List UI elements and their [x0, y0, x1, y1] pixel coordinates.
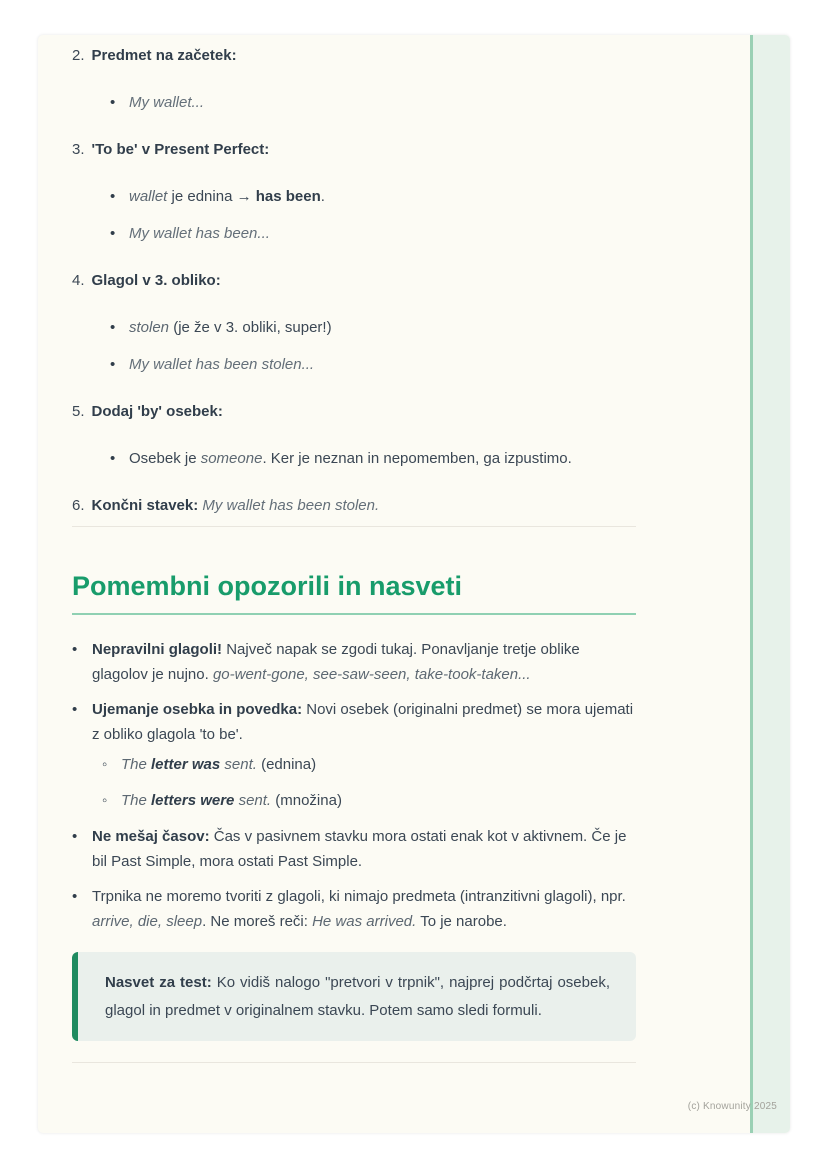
- body-text: . Ne moreš reči:: [202, 913, 313, 930]
- copyright-label: (c) Knowunity 2025: [687, 1101, 777, 1112]
- body-text: .: [320, 188, 325, 205]
- tip-lead: Nasvet za test:: [105, 974, 212, 991]
- step-heading: [72, 43, 636, 68]
- example-text: arrive, die, sleep: [92, 913, 203, 930]
- step-item-5: [72, 399, 636, 471]
- body-text: To je narobe.: [416, 913, 507, 930]
- tip-text: Ko vidiš nalogo "pretvori v trpnik", najprej podčrtaj osebek, glagol in predmet v originalnem stavku. Potem samo sledi formuli.: [105, 974, 610, 1019]
- body-text: Novi osebek (originalni predmet) se mora ujemati z obliko glagola 'to be'.: [92, 701, 634, 743]
- warning-item: [72, 637, 636, 687]
- step-item-6: [72, 493, 636, 518]
- bullet-item: [110, 184, 636, 209]
- page-accent-strip: [750, 35, 790, 1133]
- page-content: [72, 43, 636, 1063]
- warning-lead: Nepravilni glagoli!: [92, 641, 223, 658]
- step-item-3: [72, 137, 636, 246]
- bullet-item: [110, 446, 636, 471]
- warning-item: [72, 697, 636, 813]
- step-number: 6.: [72, 497, 85, 514]
- section-divider: [72, 526, 636, 527]
- section-title: Pomembni opozorili in nasveti: [72, 570, 636, 615]
- step-title: Končni stavek:: [91, 497, 199, 514]
- warning-lead: Ne mešaj časov:: [92, 828, 210, 845]
- step-item-2: [72, 43, 636, 115]
- body-text: Čas v pasivnem stavku mora ostati enak kot v aktivnem. Če je bil Past Simple, mora ostati Past Simple.: [92, 828, 627, 870]
- example-text: The: [121, 792, 152, 809]
- footer-divider: [72, 1062, 636, 1063]
- example-text: My wallet has been stolen.: [198, 497, 380, 514]
- step-title: Predmet na začetek:: [91, 47, 237, 64]
- term-text: wallet: [129, 188, 168, 205]
- example-text: He was arrived.: [312, 913, 417, 930]
- step-heading: [72, 268, 636, 293]
- example-text: sent.: [234, 792, 272, 809]
- example-text: My wallet has been...: [129, 225, 270, 242]
- body-text: Osebek je: [129, 450, 201, 467]
- document-page: [38, 35, 790, 1133]
- sub-bullet-item: [102, 788, 636, 813]
- step-title: Glagol v 3. obliko:: [91, 272, 221, 289]
- step-bullet-list: [110, 446, 636, 471]
- example-text: sent.: [220, 756, 257, 773]
- step-bullet-list: [110, 315, 636, 377]
- warning-sublist: [102, 752, 636, 813]
- example-text: My wallet has been stolen...: [129, 356, 315, 373]
- warning-item: [72, 884, 636, 934]
- emphasis-text: has been: [255, 188, 321, 205]
- body-text: (množina): [271, 792, 342, 809]
- step-number: 2.: [72, 47, 85, 64]
- example-text: The: [121, 756, 152, 773]
- step-item-4: [72, 268, 636, 377]
- emphasis-text: letter was: [151, 756, 221, 773]
- body-text: je ednina →: [167, 188, 256, 205]
- bullet-item: [110, 315, 636, 340]
- body-text: . Ker je neznan in nepomemben, ga izpustimo.: [262, 450, 572, 467]
- step-heading: [72, 399, 636, 424]
- step-number: 3.: [72, 141, 85, 158]
- step-number: 4.: [72, 272, 85, 289]
- step-title: 'To be' v Present Perfect:: [91, 141, 270, 158]
- body-text: (je že v 3. obliki, super!): [169, 319, 332, 336]
- bullet-item: [110, 352, 636, 377]
- body-text: Največ napak se zgodi tukaj. Ponavljanje tretje oblike glagolov je nujno.: [92, 641, 580, 683]
- example-text: go-went-gone, see-saw-seen, take-took-taken...: [212, 666, 531, 683]
- example-text: My wallet...: [129, 94, 205, 111]
- step-title: Dodaj 'by' osebek:: [91, 403, 223, 420]
- term-text: someone: [200, 450, 263, 467]
- warnings-list: [72, 637, 636, 934]
- step-heading: [72, 493, 636, 518]
- emphasis-text: letters were: [151, 792, 235, 809]
- step-number: 5.: [72, 403, 85, 420]
- warning-lead: Ujemanje osebka in povedka:: [92, 701, 303, 718]
- body-text: Trpnika ne moremo tvoriti z glagoli, ki nimajo predmeta (intranzitivni glagoli), npr.: [92, 888, 626, 905]
- bullet-item: [110, 221, 636, 246]
- step-heading: [72, 137, 636, 162]
- body-text: (ednina): [256, 756, 317, 773]
- bullet-item: [110, 90, 636, 115]
- sub-bullet-item: [102, 752, 636, 777]
- step-bullet-list: [110, 90, 636, 115]
- term-text: stolen: [129, 319, 170, 336]
- step-bullet-list: [110, 184, 636, 246]
- tip-callout-box: [72, 952, 636, 1041]
- warning-item: [72, 824, 636, 874]
